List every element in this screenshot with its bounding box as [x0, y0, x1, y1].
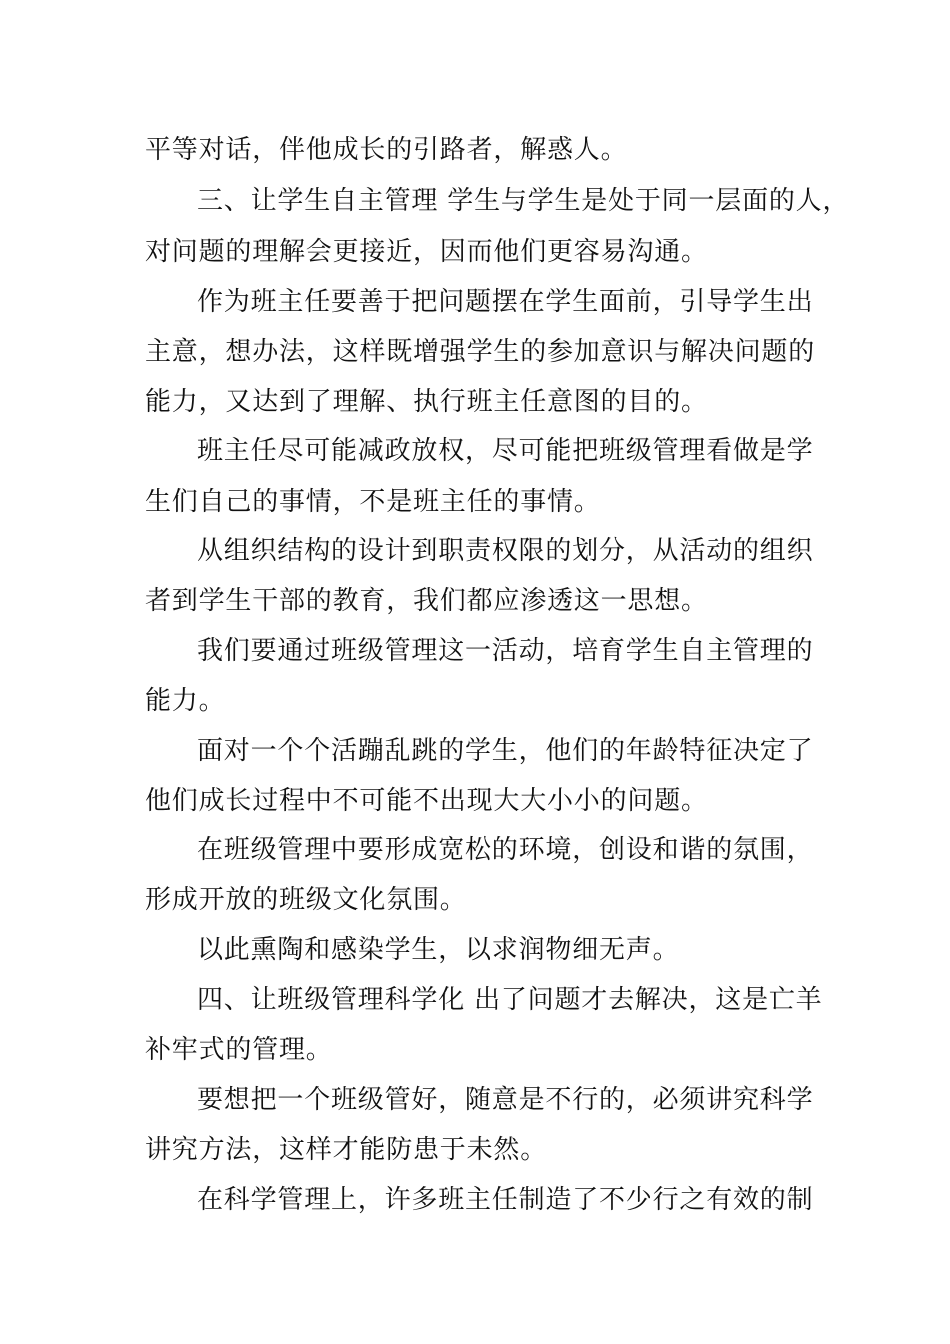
text-line: 平等对话，伴他成长的引路者，解惑人。	[145, 135, 628, 165]
section-three-heading-line: 三、让学生自主管理 学生与学生是处于同一层面的人，	[197, 186, 850, 216]
paragraph-start-line: 在科学管理上，许多班主任制造了不少行之有效的制	[197, 1185, 814, 1215]
text-line: 他们成长过程中不可能不出现大大小小的问题。	[145, 786, 708, 816]
text-line: 者到学生干部的教育，我们都应渗透这一思想。	[145, 586, 708, 616]
section-four-heading-line: 四、让班级管理科学化 出了问题才去解决，这是亡羊	[197, 985, 823, 1015]
text-line: 能力，又达到了理解、执行班主任意图的目的。	[145, 387, 708, 417]
paragraph-start-line: 以此熏陶和感染学生，以求润物细无声。	[197, 935, 680, 965]
paragraph-start-line: 要想把一个班级管好，随意是不行的，必须讲究科学	[197, 1085, 814, 1115]
paragraph-start-line: 在班级管理中要形成宽松的环境，创设和谐的氛围，	[197, 835, 814, 865]
text-line: 讲究方法，这样才能防患于未然。	[145, 1135, 548, 1165]
paragraph-start-line: 我们要通过班级管理这一活动，培育学生自主管理的	[197, 636, 814, 666]
text-line: 对问题的理解会更接近，因而他们更容易沟通。	[145, 237, 708, 267]
paragraph-start-line: 从组织结构的设计到职责权限的划分，从活动的组织	[197, 536, 814, 566]
text-line: 能力。	[145, 686, 226, 716]
text-line: 主意，想办法，这样既增强学生的参加意识与解决问题的	[145, 337, 816, 367]
paragraph-start-line: 作为班主任要善于把问题摆在学生面前，引导学生出	[197, 287, 814, 317]
paragraph-start-line: 班主任尽可能减政放权，尽可能把班级管理看做是学	[197, 436, 814, 466]
text-line: 生们自己的事情，不是班主任的事情。	[145, 487, 601, 517]
text-line: 补牢式的管理。	[145, 1035, 333, 1065]
text-line: 形成开放的班级文化氛围。	[145, 885, 467, 915]
paragraph-start-line: 面对一个个活蹦乱跳的学生，他们的年龄特征决定了	[197, 736, 814, 766]
